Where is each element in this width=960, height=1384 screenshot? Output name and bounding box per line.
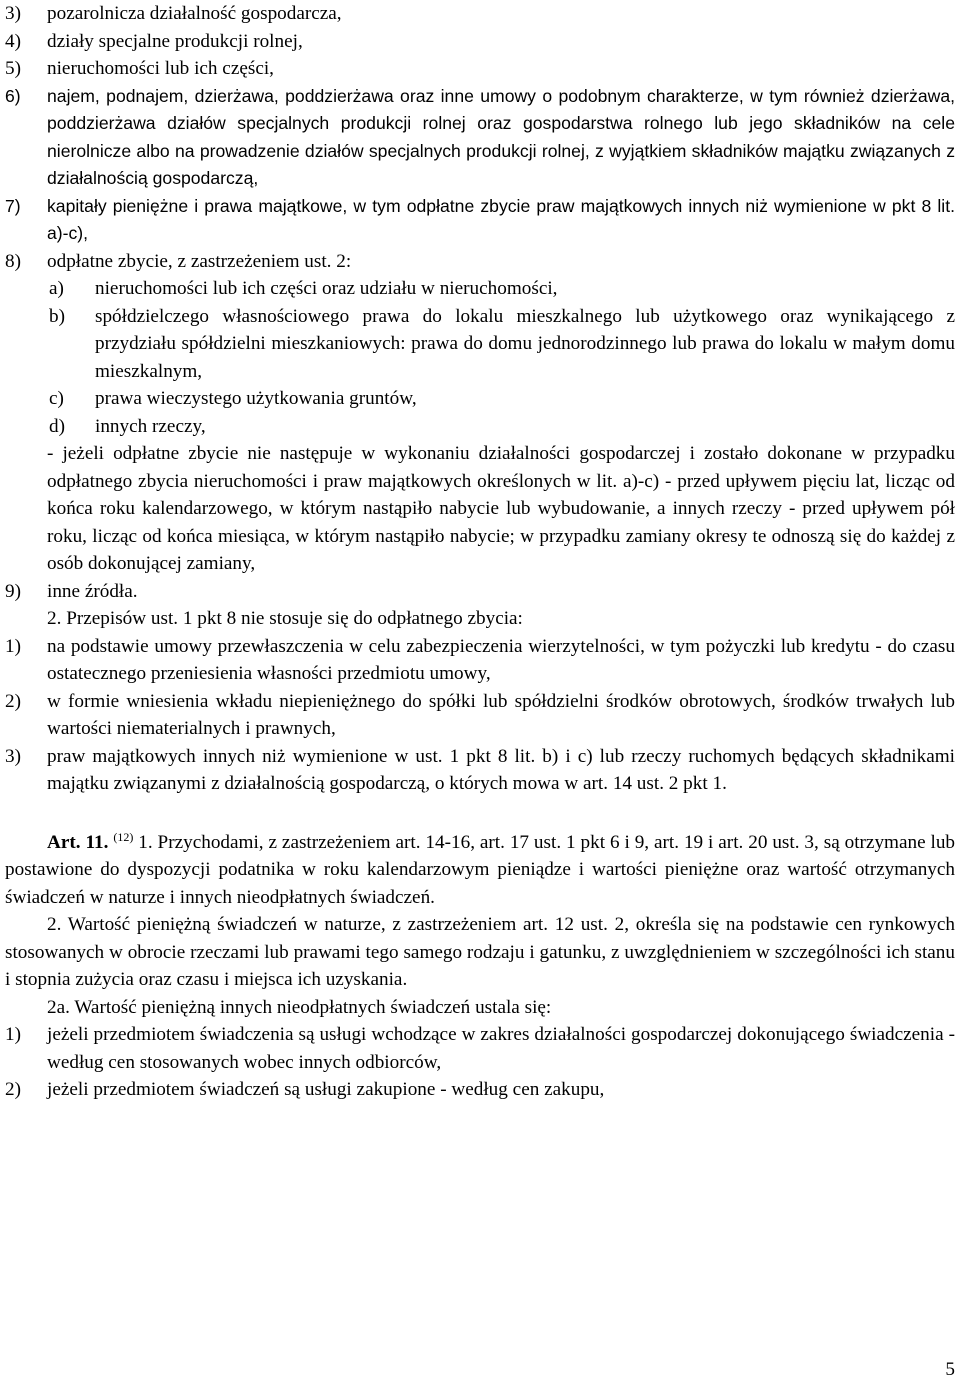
list-item: 2) w formie wniesienia wkładu niepieniężnego do spółki lub spółdzielni środków obrotowych, środków trwałych lub wartości niematerialnych i prawnych, (5, 690, 955, 739)
ust2-list (5, 633, 955, 798)
list-item: 3) pozarolnicza działalność gospodarcza, (5, 3, 342, 24)
list-item: 1) na podstawie umowy przewłaszczenia w celu zabezpieczenia wierzytelności, w tym pożyczki lub kredytu - do czasu ostatecznego przeniesienia własności przedmiotu umowy, (5, 635, 955, 684)
spacer (5, 798, 955, 824)
paragraph-ust2: 2. Przepisów ust. 1 pkt 8 nie stosuje się do odpłatnego zbycia: (47, 608, 523, 629)
list-item: 2) jeżeli przedmiotem świadczeń są usługi zakupione - według cen zakupu, (5, 1079, 605, 1100)
sub-list-item: d) innych rzeczy, (49, 415, 206, 437)
exception-clause: - jeżeli odpłatne zbycie nie następuje w wykonaniu działalności gospodarczej i zostało dokonane w przypadku odpłatnego zbycia nieruchomości i praw majątkowych określonych w lit. a)-c) - przed upływem pięciu lat, licząc od końca roku kalendarzowego, w którym nastąpiło nabycie lub wybudowanie, a innych rzeczy - przed upływem pół roku, licząc od końca miesiąca, w którym nastąpiło nabycie; w przypadku zamiany okresy te odnoszą się do każdej z osób dokonującej zamiany, (47, 443, 955, 574)
sub-list-item: c) prawa wieczystego użytkowania gruntów, (49, 388, 417, 409)
list-item: 1) jeżeli przedmiotem świadczenia są usługi wchodzące w zakres działalności gospodarczej dokonującego świadczenia - według cen stosowanych wobec innych odbiorców, (5, 1024, 955, 1073)
list-item: 7) kapitały pieniężne i prawa majątkowe, w tym odpłatne zbycie praw majątkowych innych niż wymienione w pkt 8 lit. a)-c), (5, 195, 955, 243)
article-11-list (5, 1021, 955, 1104)
list-item: 3) praw majątkowych innych niż wymienione w ust. 1 pkt 8 lit. b) i c) lub rzeczy ruchomych będących składnikami majątku związanymi z działalnością gospodarczą, o których mowa w art. 14 ust. 2 pkt 1. (5, 745, 955, 794)
list-item: 5) nieruchomości lub ich części, (5, 58, 274, 79)
list-item: 6) najem, podnajem, dzierżawa, poddzierżawa oraz inne umowy o podobnym charakterze, w tym również dzierżawa, poddzierżawa działów specjalnych produkcji rolnej oraz gospodarstwa rolnego lub jego składników na cele nierolnicze albo na prowadzenie działów specjalnych produkcji rolnej, z wyjątkiem składników majątku związanych z działalnością gospodarczą, (5, 85, 955, 188)
article-label: Art. 11. (47, 831, 109, 853)
top-list (5, 0, 955, 275)
page-number: 5 (945, 1359, 955, 1380)
sub-list-item: b) spółdzielczego własnościowego prawa do lokalu mieszkalnego lub użytkowego oraz wynikającego z przydziału spółdzielni mieszkaniowych: prawa do domu jednorodzinnego lub prawa do lokalu w małym domu mieszkalnym, (49, 305, 955, 382)
list-item: 9) inne źródła. (5, 580, 138, 602)
article-11-paragraph-2a: 2a. Wartość pieniężną innych nieodpłatnych świadczeń ustala się: (47, 996, 552, 1018)
article-11-paragraph-1: Art. 11. $^{(12)}$ 1. Przychodami, z zastrzeżeniem art. 14-16, art. 17 ust. 1 pkt 6 i 9, art. 19 i art. 20 ust. 3, są otrzymane lub postawione do dyspozycji podatnika w roku kalendarzowym pieniądze i wartości pieniężne oraz wartość otrzymanych świadczeń w naturze i innych nieodpłatnych świadczeń. (5, 829, 956, 908)
article-11-paragraph-2: 2. Wartość pieniężną świadczeń w naturze, z zastrzeżeniem art. 12 ust. 2, określa się na podstawie cen rynkowych stosowanych w obrocie rzeczami lub prawami tego samego rodzaju i gatunku, z uwzględnieniem w szczególności ich stanu i stopnia zużycia oraz czasu i miejsca ich uzyskania. (5, 914, 955, 990)
footnote-ref: (12) (113, 829, 134, 844)
list-item: 4) działy specjalne produkcji rolnej, (5, 30, 303, 52)
list-item: 8) odpłatne zbycie, z zastrzeżeniem ust. 2: (5, 250, 352, 272)
document-page (5, 0, 955, 1104)
sub-list-item: a) nieruchomości lub ich części oraz udziału w nieruchomości, (49, 278, 558, 299)
sub-list (5, 275, 955, 440)
